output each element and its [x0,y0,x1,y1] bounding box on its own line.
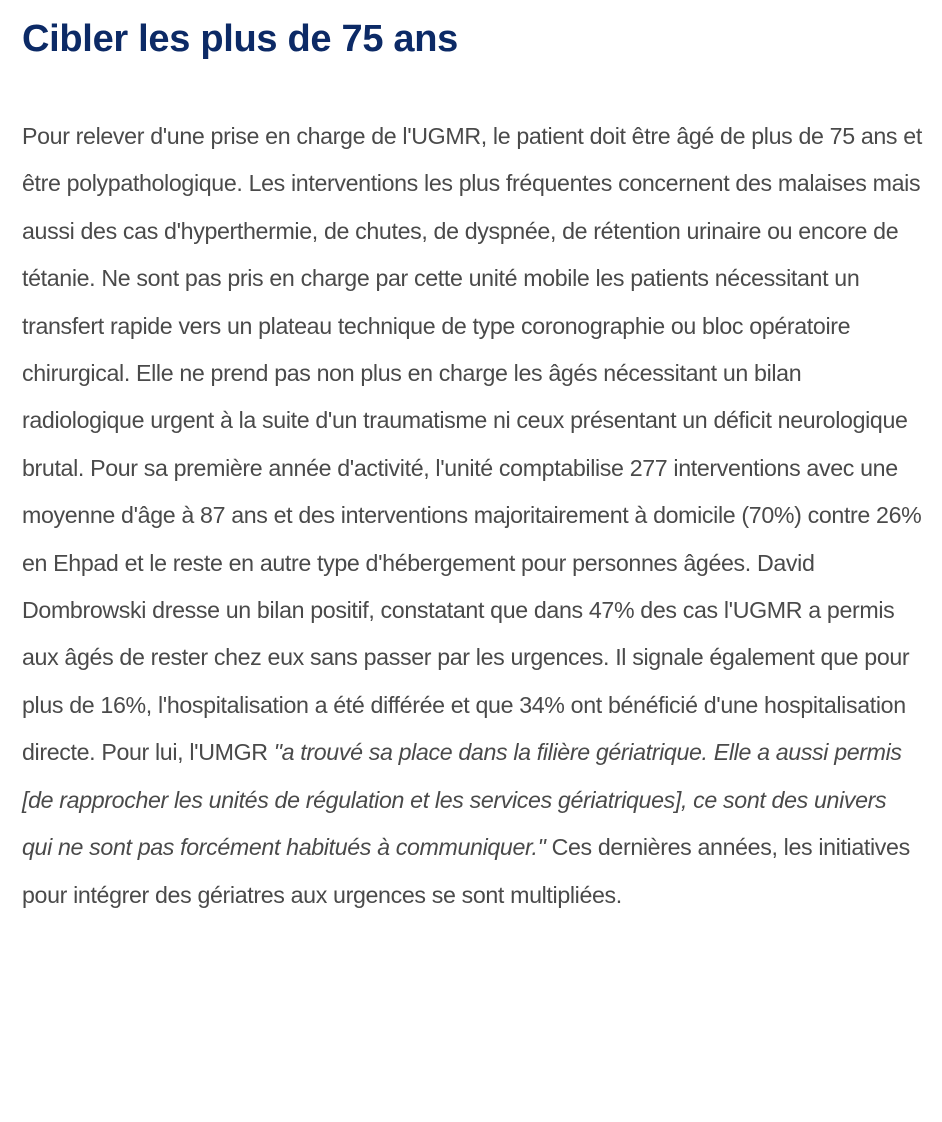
section-title: Cibler les plus de 75 ans [22,18,459,60]
body-text: Pour relever d'une prise en charge de l'UGMR, le patient doit être âgé de plus de 75 ans et être polypathologique. Les interventions les plus fréquentes concernent des malaises mais aussi des cas d'hyperthermie, de chutes, de dyspnée, de rétention urinaire ou encore de tétanie. Ne sont pas pris en charge par cette unité mobile les patients nécessitant un transfert rapide vers un plateau technique de type coronographie ou bloc opératoire chirurgical. Elle ne prend pas non plus en charge les âgés nécessitant un bilan radiologique urgent à la suite d'un traumatisme ni ceux présentant un déficit neurologique brutal. Pour sa première année d'activité, l'unité comptabilise 277 interventions avec une moyenne d'âge à 87 ans et des interventions majoritairement à domicile (70%) contre 26% en Ehpad et le reste en autre type d'hébergement pour personnes âgées. David Dombrowski dresse un bilan positif, constatant que dans 47% des cas l'UGMR a permis aux âgés de rester chez eux sans passer par les urgences. Il signale également que pour plus de 16%, l'hospitalisation a été différée et que 34% ont bénéficié d'une hospitalisation directe. Pour lui, l'UMGR [22,123,922,766]
body-text-end: Ces dernières années, les initiatives pour intégrer des gériatres aux urgences se sont multipliées. [22,834,910,908]
quote-text: "a trouvé sa place dans la filière gériatrique. Elle a aussi permis [de rapprocher les unités de régulation et les services gériatriques], ce sont des univers qui ne sont pas forcément habitués à communiquer." [22,739,902,861]
section-body [22,113,922,919]
article-section [22,14,922,919]
